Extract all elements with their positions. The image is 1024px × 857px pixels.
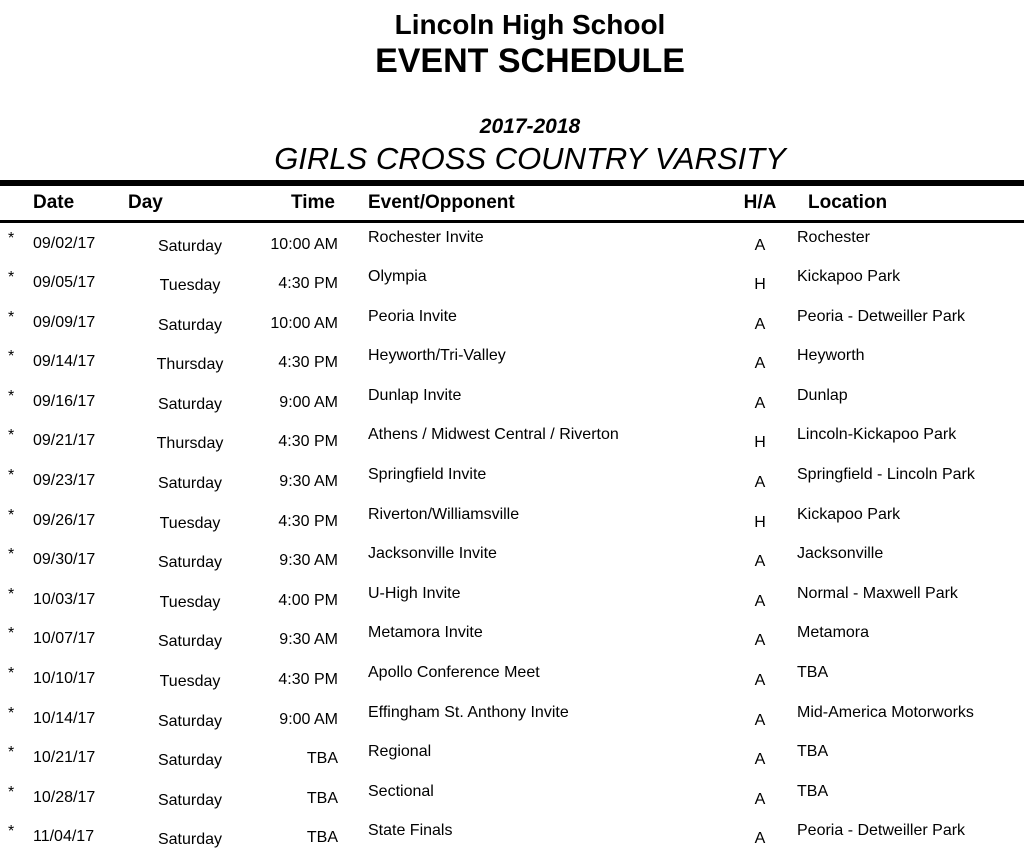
row-date: 10/10/17 [33, 670, 96, 688]
row-home-away: A [754, 830, 766, 848]
row-time: 4:30 PM [278, 512, 338, 530]
row-location: Heyworth [797, 347, 865, 365]
row-time: TBA [306, 829, 338, 847]
column-header-day: Day [128, 191, 163, 213]
row-time: 4:30 PM [278, 433, 338, 451]
row-event: Sectional [368, 782, 434, 800]
row-day: Saturday [157, 791, 223, 809]
table-row [0, 619, 1024, 659]
row-home-away: A [754, 592, 766, 610]
row-location: TBA [797, 782, 829, 800]
row-day: Saturday [157, 752, 223, 770]
row-day: Tuesday [159, 514, 221, 532]
row-date: 09/14/17 [33, 353, 96, 371]
row-home-away: A [754, 355, 766, 373]
table-row [0, 381, 1024, 421]
row-time: 9:00 AM [279, 710, 338, 728]
row-location: Peoria - Detweiller Park [797, 307, 966, 325]
column-header-date: Date [33, 191, 75, 213]
row-day: Saturday [157, 475, 223, 493]
row-marker: * [8, 704, 15, 722]
row-day: Tuesday [159, 277, 221, 295]
table-header [0, 186, 1024, 220]
column-header-event: Event/Opponent [368, 191, 515, 213]
row-marker: * [8, 269, 15, 287]
document-header [18, 0, 1024, 177]
row-time: 10:00 AM [270, 314, 338, 332]
row-time: 4:30 PM [278, 354, 338, 372]
column-header-location: Location [808, 191, 888, 213]
row-marker: * [8, 348, 15, 366]
row-day: Saturday [157, 237, 223, 255]
row-day: Saturday [157, 633, 223, 651]
row-event: Dunlap Invite [368, 386, 462, 404]
table-row [0, 658, 1024, 698]
row-day: Thursday [156, 435, 224, 453]
row-day: Thursday [156, 356, 224, 374]
team-name: GIRLS CROSS COUNTRY VARSITY [274, 141, 786, 177]
table-row [0, 500, 1024, 540]
row-day: Tuesday [159, 673, 221, 691]
row-day: Saturday [157, 316, 223, 334]
row-marker: * [8, 665, 15, 683]
row-event: Riverton/Williamsville [368, 505, 520, 523]
row-time: TBA [306, 789, 338, 807]
table-body [0, 223, 1024, 857]
row-event: Apollo Conference Meet [368, 664, 540, 682]
table-row [0, 302, 1024, 342]
row-home-away: A [754, 672, 766, 690]
row-marker: * [8, 506, 15, 524]
row-home-away: A [754, 394, 766, 412]
row-marker: * [8, 546, 15, 564]
row-event: Metamora Invite [368, 624, 483, 642]
row-day: Saturday [157, 554, 223, 572]
row-location: Metamora [797, 624, 870, 642]
row-event: Effingham St. Anthony Invite [368, 703, 569, 721]
row-home-away: H [754, 513, 766, 531]
row-marker: * [8, 823, 15, 841]
row-home-away: H [754, 434, 766, 452]
table-row [0, 539, 1024, 579]
row-location: Rochester [797, 228, 870, 246]
row-time: 9:30 AM [279, 631, 338, 649]
row-home-away: A [754, 236, 766, 254]
row-home-away: A [754, 474, 766, 492]
row-marker: * [8, 625, 15, 643]
row-location: Peoria - Detweiller Park [797, 822, 966, 840]
page-title: EVENT SCHEDULE [375, 42, 685, 81]
row-location: Jacksonville [797, 545, 884, 563]
row-date: 09/26/17 [33, 511, 96, 529]
row-location: Kickapoo Park [797, 268, 901, 286]
row-time: 9:30 AM [279, 552, 338, 570]
table-row [0, 342, 1024, 382]
row-event: Athens / Midwest Central / Riverton [368, 426, 619, 444]
column-header-time: Time [290, 191, 335, 213]
row-day: Saturday [157, 831, 223, 849]
row-location: Normal - Maxwell Park [797, 584, 958, 602]
row-marker: * [8, 308, 15, 326]
row-date: 10/14/17 [33, 709, 96, 727]
table-row [0, 777, 1024, 817]
row-home-away: A [754, 315, 766, 333]
row-date: 09/21/17 [33, 432, 96, 450]
table-row [0, 579, 1024, 619]
row-event: Springfield Invite [368, 466, 487, 484]
column-header-ha: H/A [743, 191, 777, 213]
row-location: TBA [797, 664, 829, 682]
row-marker: * [8, 585, 15, 603]
table-row [0, 421, 1024, 461]
table-row [0, 223, 1024, 263]
row-event: Regional [368, 743, 432, 761]
row-date: 09/02/17 [33, 234, 96, 252]
season-label: 2017-2018 [479, 114, 581, 138]
row-home-away: A [754, 632, 766, 650]
row-day: Saturday [157, 395, 223, 413]
row-time: 4:30 PM [278, 275, 338, 293]
table-row [0, 460, 1024, 500]
row-location: Dunlap [797, 386, 848, 404]
row-date: 09/30/17 [33, 551, 96, 569]
row-location: Springfield - Lincoln Park [797, 466, 975, 484]
row-date: 10/07/17 [33, 630, 96, 648]
row-location: TBA [797, 743, 829, 761]
row-time: 9:00 AM [279, 393, 338, 411]
row-event: State Finals [368, 822, 453, 840]
row-date: 09/05/17 [33, 274, 96, 292]
table-row [0, 698, 1024, 738]
row-event: Jacksonville Invite [368, 545, 497, 563]
row-home-away: A [754, 751, 766, 769]
row-time: 4:30 PM [278, 671, 338, 689]
row-date: 11/04/17 [33, 828, 95, 846]
row-home-away: A [754, 553, 766, 571]
row-location: Lincoln-Kickapoo Park [797, 426, 957, 444]
row-event: Rochester Invite [368, 228, 484, 246]
table-row [0, 737, 1024, 777]
row-day: Tuesday [159, 593, 221, 611]
row-event: Peoria Invite [368, 307, 457, 325]
table-row [0, 817, 1024, 857]
row-home-away: H [754, 276, 766, 294]
row-time: 9:30 AM [279, 473, 338, 491]
row-event: U-High Invite [368, 584, 461, 602]
row-day: Saturday [157, 712, 223, 730]
row-location: Mid-America Motorworks [797, 703, 974, 721]
row-event: Heyworth/Tri-Valley [368, 347, 506, 365]
row-date: 09/23/17 [33, 472, 96, 490]
row-date: 10/21/17 [33, 749, 96, 767]
row-home-away: A [754, 790, 766, 808]
row-date: 09/16/17 [33, 392, 96, 410]
table-row [0, 262, 1024, 302]
school-name: Lincoln High School [394, 9, 666, 40]
row-marker: * [8, 744, 15, 762]
row-date: 10/03/17 [33, 590, 96, 608]
row-marker: * [8, 229, 15, 247]
row-time: TBA [306, 750, 338, 768]
row-marker: * [8, 783, 15, 801]
row-date: 10/28/17 [33, 788, 96, 806]
row-date: 09/09/17 [33, 313, 96, 331]
row-marker: * [8, 427, 15, 445]
row-time: 4:00 PM [278, 591, 338, 609]
row-location: Kickapoo Park [797, 505, 901, 523]
row-marker: * [8, 467, 15, 485]
row-home-away: A [754, 711, 766, 729]
row-time: 10:00 AM [270, 235, 338, 253]
row-event: Olympia [368, 268, 427, 286]
row-marker: * [8, 387, 15, 405]
